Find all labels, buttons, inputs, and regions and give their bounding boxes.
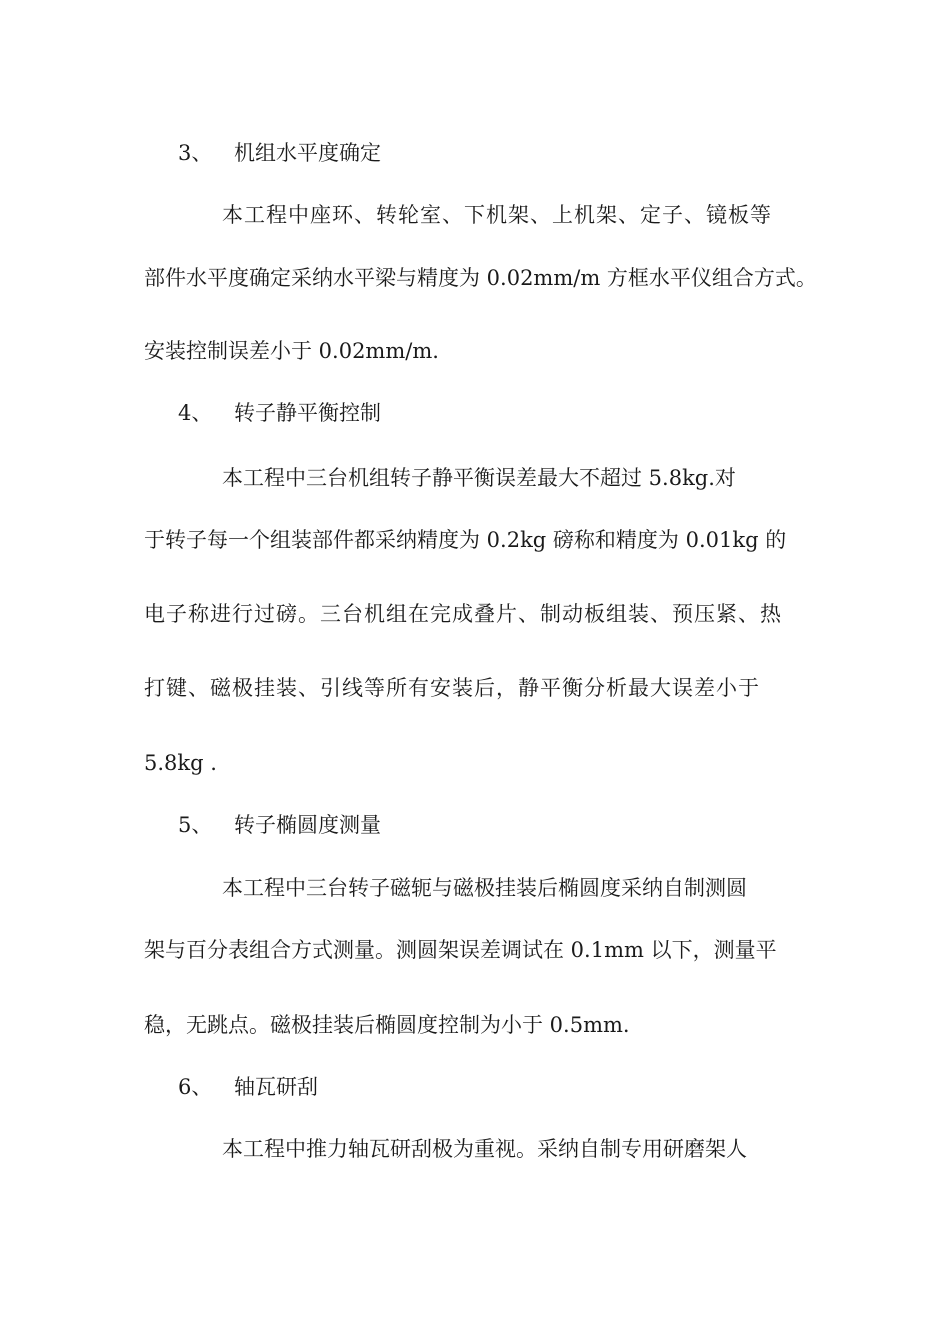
section-heading-5 [178, 812, 381, 838]
section-number: 3、 [178, 141, 213, 165]
paragraph-line: 本工程中推力轴瓦研刮极为重视。采纳自制专用研磨架人 [222, 1137, 747, 1161]
section-title: 转子椭圆度测量 [234, 813, 381, 837]
paragraph-line: 5.8kg . [144, 751, 217, 775]
paragraph-line: 稳，无跳点。磁极挂装后椭圆度控制为小于 0.5mm. [144, 1013, 630, 1037]
section-title: 轴瓦研刮 [234, 1075, 318, 1099]
section-number: 5、 [178, 813, 213, 837]
paragraph-line: 电子称进行过磅。三台机组在完成叠片、制动板组装、预压紧、热 [144, 602, 782, 626]
paragraph-line: 本工程中三台转子磁轭与磁极挂装后椭圆度采纳自制测圆 [222, 876, 747, 900]
section-title: 转子静平衡控制 [234, 401, 381, 425]
section-number: 4、 [178, 401, 213, 425]
section-heading-6 [178, 1074, 318, 1100]
paragraph-line: 部件水平度确定采纳水平梁与精度为 0.02mm/m 方框水平仪组合方式。 [144, 266, 817, 290]
paragraph-line: 于转子每一个组装部件都采纳精度为 0.2kg 磅称和精度为 0.01kg 的 [144, 528, 787, 552]
paragraph-line: 安装控制误差小于 0.02mm/m. [144, 339, 439, 363]
section-heading-3 [178, 140, 381, 166]
section-number: 6、 [178, 1075, 213, 1099]
paragraph-line: 打键、磁极挂装、引线等所有安装后，静平衡分析最大误差小于 [144, 676, 760, 700]
paragraph-line: 本工程中座环、转轮室、下机架、上机架、定子、镜板等 [222, 203, 772, 227]
paragraph-line: 本工程中三台机组转子静平衡误差最大不超过 5.8kg.对 [222, 466, 736, 490]
section-title: 机组水平度确定 [234, 141, 381, 165]
paragraph-line: 架与百分表组合方式测量。测圆架误差调试在 0.1mm 以下，测量平 [144, 938, 777, 962]
section-heading-4 [178, 400, 381, 426]
